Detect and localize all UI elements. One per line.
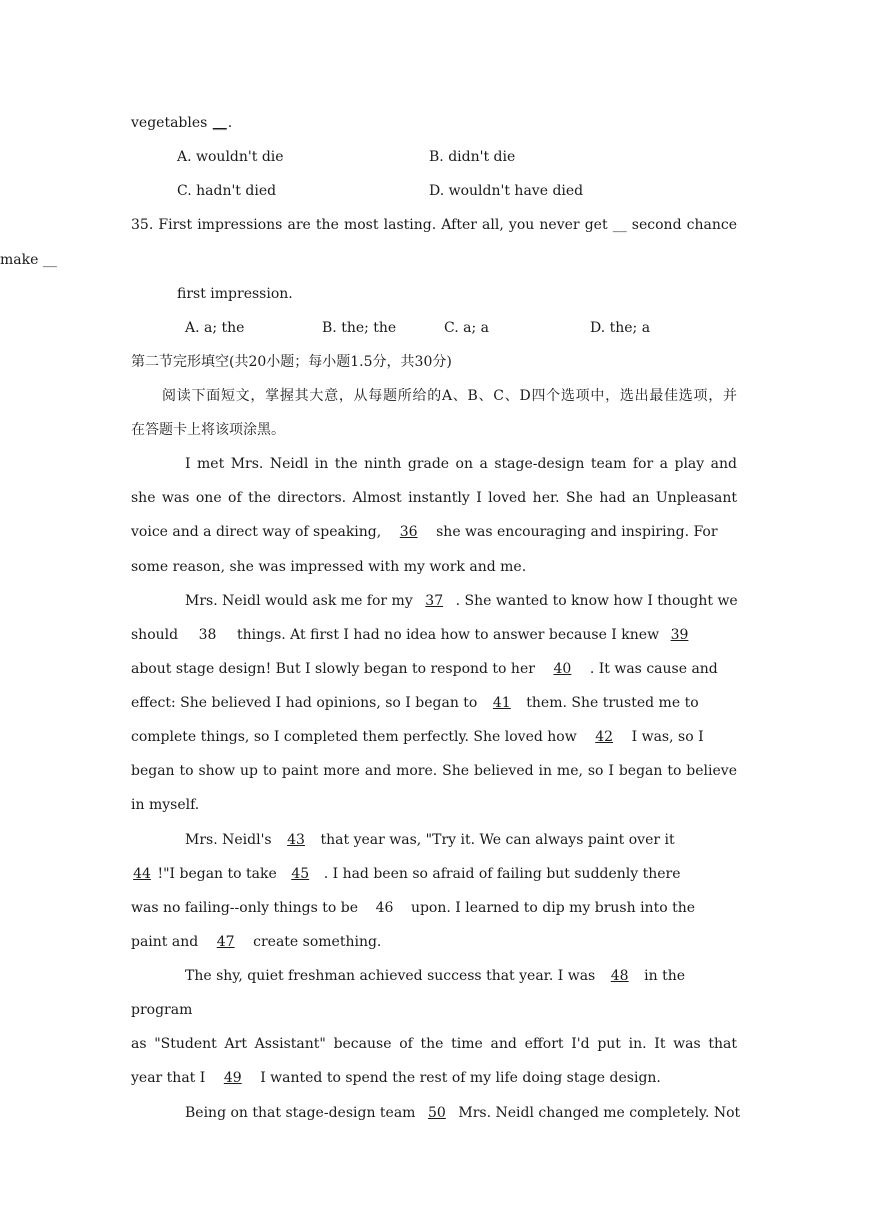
blank-41: 41	[492, 695, 511, 711]
blank-38: 38	[198, 627, 217, 643]
blank-36: 36	[399, 524, 418, 540]
q35-stem-line-1: 35. First impressions are the most lasting. After all, you never get __ second chance	[131, 217, 737, 233]
q34-option-d: D. wouldn't have died	[429, 183, 584, 199]
p4-line-3: as "Student Art Assistant" because of the time and effort I'd put in. It was that	[131, 1036, 737, 1052]
p2-line-4: effect: She believed I had opinions, so I began to 41 them. She trusted me to	[131, 695, 699, 711]
q35-option-c: C. a; a	[444, 320, 489, 336]
p3-line-2: 44 !"I began to take 45 . I had been so afraid of failing but suddenly there	[131, 865, 681, 883]
p4-line-2: program	[131, 1002, 193, 1018]
p2-line-2: should 38 things. At first I had no idea how to answer because I knew 39	[131, 626, 696, 644]
p3-line-3: was no failing--only things to be 46 upon. I learned to dip my brush into the	[131, 900, 695, 916]
q35-option-a: A. a; the	[185, 320, 245, 336]
p4-line-4: year that I 49 I wanted to spend the rest of my life doing stage design.	[131, 1070, 661, 1086]
q35-stem-line-3: first impression.	[177, 286, 293, 302]
p4-line-1: The shy, quiet freshman achieved success that year. I was 48 in the	[185, 968, 686, 984]
blank-46: 46	[375, 900, 394, 916]
p2-line-6: began to show up to paint more and more. She believed in me, so I began to believe	[131, 763, 737, 779]
blank-42: 42	[595, 729, 614, 745]
section-title: 第二节完形填空(共20小题；每小题1.5分，共30分)	[131, 354, 452, 370]
q35-stem-line-2: make __	[0, 252, 57, 268]
p2-line-1: Mrs. Neidl would ask me for my 37 . She wanted to know how I thought we	[185, 593, 738, 609]
blank-47: 47	[216, 934, 235, 950]
p1-line-3: voice and a direct way of speaking, 36 she was encouraging and inspiring. For	[131, 524, 718, 540]
q35-option-b: B. the; the	[322, 320, 397, 336]
q34-stem-end: vegetables __.	[131, 115, 233, 131]
blank-49: 49	[223, 1070, 242, 1086]
p2-line-3: about stage design! But I slowly began to respond to her 40 . It was cause and	[131, 661, 718, 677]
p3-line-1: Mrs. Neidl's 43 that year was, "Try it. We can always paint over it	[185, 832, 675, 848]
p1-line-2: she was one of the directors. Almost instantly I loved her. She had an Unpleasant	[131, 490, 737, 506]
blank-50: 50	[427, 1105, 446, 1121]
p2-line-5: complete things, so I completed them perfectly. She loved how 42 I was, so I	[131, 729, 704, 745]
q34-option-b: B. didn't die	[429, 149, 516, 165]
q34-blank: __	[212, 115, 227, 131]
section-instruction-line-2: 在答题卡上将该项涂黑。	[131, 422, 285, 438]
blank-45: 45	[291, 866, 310, 882]
blank-48: 48	[610, 968, 629, 984]
p3-line-4: paint and 47 create something.	[131, 934, 382, 950]
blank-40: 40	[553, 661, 572, 677]
blank-37: 37	[425, 593, 444, 609]
blank-44: 44	[133, 866, 151, 882]
blank-43: 43	[287, 832, 305, 848]
q34-option-c: C. hadn't died	[177, 183, 277, 199]
q34-option-a: A. wouldn't die	[177, 149, 284, 165]
blank-39: 39	[670, 627, 689, 643]
p5-line-1: Being on that stage-design team 50 Mrs. Neidl changed me completely. Not	[185, 1105, 741, 1121]
q35-option-d: D. the; a	[590, 320, 651, 336]
p1-line-1: I met Mrs. Neidl in the ninth grade on a stage-design team for a play and	[185, 456, 737, 472]
p2-line-7: in myself.	[131, 797, 200, 813]
p1-line-4: some reason, she was impressed with my work and me.	[131, 559, 527, 575]
section-instruction-line-1: 阅读下面短文，掌握其大意，从每题所给的A、B、C、D四个选项中，选出最佳选项，并	[162, 388, 737, 404]
